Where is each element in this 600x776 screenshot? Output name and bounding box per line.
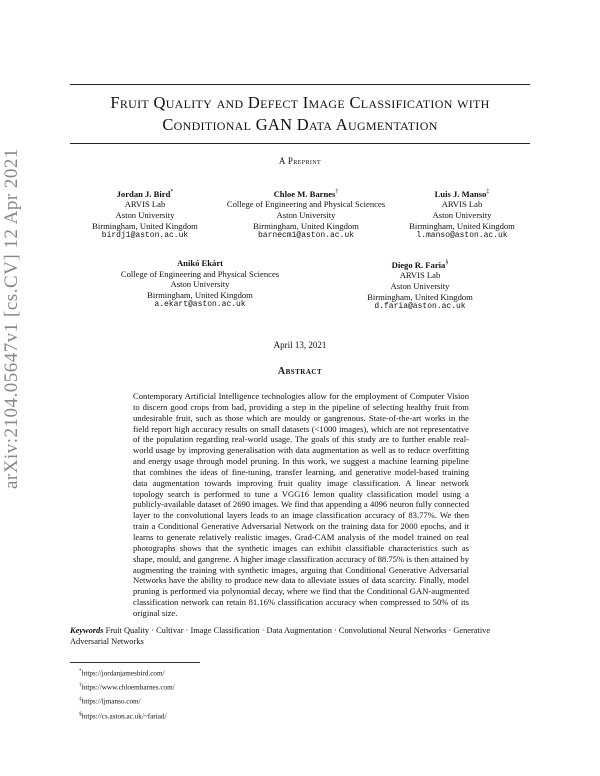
author-email[interactable]: l.manso@aston.ac.uk [416, 231, 508, 241]
author-city: Birmingham, United Kingdom [147, 289, 253, 300]
author-city: Birmingham, United Kingdom [367, 291, 473, 302]
author-block [70, 187, 220, 242]
author-affiliation: ARVIS Lab [441, 199, 483, 210]
footnote-mark: ‡ [79, 696, 82, 703]
author-org: Aston University [115, 210, 175, 221]
author-city: Birmingham, United Kingdom [409, 220, 515, 231]
title-line-1: Fruit Quality and Defect Image Classification with [110, 93, 490, 112]
author-name: Anikó Ekárt [176, 258, 224, 268]
keywords-label: Keywords [70, 626, 104, 635]
author-city: Birmingham, United Kingdom [253, 220, 359, 231]
author-org: Aston University [170, 279, 230, 290]
footnotes [79, 666, 175, 723]
author-affiliation: College of Engineering and Physical Sciences [120, 268, 280, 279]
author-org: Aston University [390, 281, 450, 292]
author-footnote-mark: * [170, 189, 174, 195]
author-org: Aston University [276, 210, 336, 221]
author-footnote-mark: † [335, 189, 339, 195]
title-top-rule [70, 84, 530, 85]
footnote-link[interactable]: https://ljmanso.com/ [81, 697, 141, 706]
footnote-mark: * [79, 668, 82, 674]
title-bottom-rule [70, 143, 530, 144]
author-name: Diego R. Faria [391, 259, 446, 270]
author-email[interactable]: birdj1@aston.ac.uk [101, 231, 189, 241]
author-block [350, 258, 490, 313]
footnote-mark: § [79, 710, 82, 717]
author-footnote-mark: § [445, 260, 449, 266]
author-org: Aston University [432, 210, 492, 221]
author-city: Birmingham, United Kingdom [92, 220, 198, 231]
author-affiliation: College of Engineering and Physical Sciences [226, 199, 386, 210]
title-line-2: Conditional GAN Data Augmentation [162, 115, 438, 134]
footnote-link[interactable]: https://cs.aston.ac.uk/~fariad/ [81, 711, 167, 720]
footnote-link[interactable]: https://jordanjamesbird.com/ [81, 669, 165, 678]
author-affiliation: ARVIS Lab [399, 270, 441, 281]
footnote-mark: † [79, 682, 82, 689]
keywords-list: Fruit Quality · Cultivar · Image Classification · Data Augmentation · Convolutional Neural Networks · Generative Adversarial Networks [70, 626, 491, 646]
author-name: Chloe M. Barnes [273, 188, 336, 199]
author-block [218, 187, 394, 242]
footnote-item [79, 694, 175, 708]
publication-date: April 13, 2021 [273, 340, 327, 350]
author-email[interactable]: a.ekart@aston.ac.uk [154, 300, 246, 310]
author-name: Luis J. Manso [434, 188, 487, 199]
footnote-item [79, 680, 175, 694]
author-name: Jordan J. Bird [116, 188, 171, 199]
author-block [105, 258, 295, 311]
abstract-heading: Abstract [277, 366, 323, 377]
abstract-body: Contemporary Artificial Intelligence technologies allow for the employment of Computer Vision to discern good crops from bad, providing a step in the pipeline of selecting healthy fruit from undesirable fruit, such as those which are mouldy or gangrenous. State-of-the-art works in the field report high accuracy results on small datasets (<1000 images), which are not representative of the population regarding real-world usage. The goals of this study are to further enable real-world usage by improving generalisation with data augmentation as well as to reduce overfitting and energy usage through model pruning. In this work, we suggest a machine learning pipeline that combines the ideas of fine-tuning, transfer learning, and generative model-based training data augmentation towards improving fruit quality image classification. A linear network topology search is performed to tune a VGG16 lemon quality classification model using a publicly-available dataset of 2690 images. We find that appending a 4096 neuron fully connected layer to the convolutional layers leads to an image classification accuracy of 83.77%. We then train a Conditional Generative Adversarial Network on the training data for 2000 epochs, and it learns to generate relatively realistic images. Grad-CAM analysis of the model trained on real photographs shows that the synthetic images can exhibit classifiable characteristics such as shape, mould, and gangrene. A higher image classification accuracy of 88.75% is then attained by augmenting the training with synthetic images, arguing that Conditional Generative Adversarial Networks have the ability to produce new data to alleviate issues of data scarcity. Finally, model pruning is performed via polynomial decay, where we find that the Conditional GAN-augmented classification network can retain 81.16% classification accuracy when compressed to 50% of its original size. [133, 391, 470, 618]
preprint-label: A Preprint [278, 156, 322, 166]
paper-title [70, 92, 530, 136]
footnote-rule [70, 662, 200, 663]
author-affiliation: ARVIS Lab [124, 199, 166, 210]
footnote-item [79, 709, 175, 723]
arxiv-stamp: arXiv:2104.05647v1 [cs.CV] 12 Apr 2021 [1, 148, 22, 489]
author-footnote-mark: ‡ [486, 189, 490, 195]
keywords-block [70, 626, 530, 647]
author-email[interactable]: barnecm1@aston.ac.uk [257, 231, 354, 241]
footnote-link[interactable]: https://www.chloembarnes.com/ [81, 683, 175, 692]
footnote-item [79, 666, 175, 680]
author-block [392, 187, 532, 242]
author-email[interactable]: d.faria@aston.ac.uk [374, 302, 466, 312]
